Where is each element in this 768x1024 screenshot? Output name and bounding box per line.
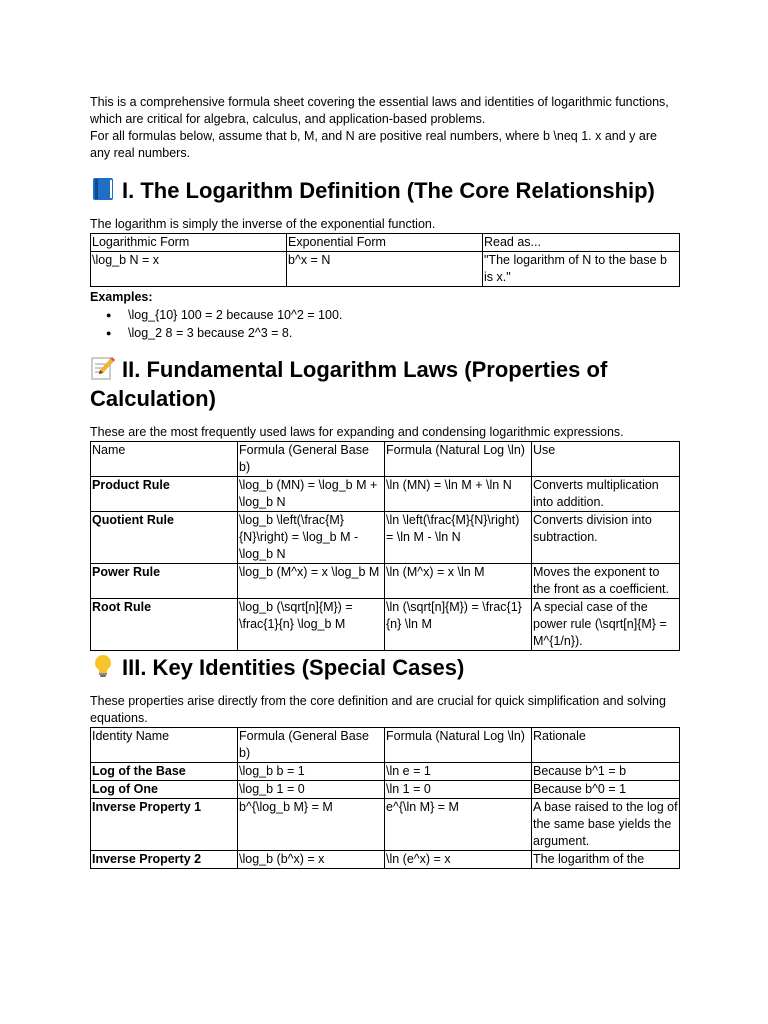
table-header-row: [91, 234, 680, 252]
section-3-title: III. Key Identities (Special Cases): [122, 655, 465, 680]
table-cell: \log_b b = 1: [238, 763, 385, 781]
header-cell: Formula (General Base b): [238, 442, 385, 477]
section-3-lead: These properties arise directly from the core definition and are crucial for quick simplification and solving equations.: [90, 694, 666, 725]
table-cell: \ln e = 1: [385, 763, 532, 781]
header-cell: Formula (General Base b): [238, 728, 385, 763]
identity-name-cell: Inverse Property 2: [91, 851, 238, 869]
table-cell: Because b^0 = 1: [532, 781, 680, 799]
table-row: [91, 564, 680, 599]
table-cell: \ln (M^x) = x \ln M: [385, 564, 532, 599]
table-row: [91, 252, 680, 287]
table-cell: e^{\ln M} = M: [385, 799, 532, 851]
table-cell: Moves the exponent to the front as a coefficient.: [532, 564, 680, 599]
table-header-row: [91, 442, 680, 477]
table-cell: \ln (\sqrt[n]{M}) = \frac{1}{n} \ln M: [385, 599, 532, 651]
memo-pencil-icon: [90, 356, 116, 380]
light-bulb-icon: [90, 654, 116, 678]
header-cell: Logarithmic Form: [91, 234, 287, 252]
identity-name-cell: Log of the Base: [91, 763, 238, 781]
laws-table: [90, 441, 680, 651]
table-cell: Because b^1 = b: [532, 763, 680, 781]
rule-name-cell: Product Rule: [91, 477, 238, 512]
list-item: ● \log_{10} 100 = 2 because 10^2 = 100.: [128, 306, 680, 324]
table-cell: Converts division into subtraction.: [532, 512, 680, 564]
table-row: [91, 477, 680, 512]
table-cell: \log_b (\sqrt[n]{M}) = \frac{1}{n} \log_b M: [238, 599, 385, 651]
table-cell: \ln (e^x) = x: [385, 851, 532, 869]
identity-name-cell: Inverse Property 1: [91, 799, 238, 851]
definition-table: [90, 233, 680, 287]
rule-name-cell: Power Rule: [91, 564, 238, 599]
table-cell: A special case of the power rule (\sqrt[n]{M} = M^{1/n}).: [532, 599, 680, 651]
header-cell: Exponential Form: [287, 234, 483, 252]
table-row: [91, 599, 680, 651]
header-cell: Rationale: [532, 728, 680, 763]
header-cell: Formula (Natural Log \ln): [385, 728, 532, 763]
table-cell: b^x = N: [287, 252, 483, 287]
intro-line-2: For all formulas below, assume that b, M, and N are positive real numbers, where b \neq 1. x and y are any real numbers.: [90, 129, 657, 160]
table-cell: \ln \left(\frac{M}{N}\right) = \ln M - \ln N: [385, 512, 532, 564]
table-cell: \log_b N = x: [91, 252, 287, 287]
blue-book-icon: [90, 177, 116, 201]
section-1-title: I. The Logarithm Definition (The Core Relationship): [122, 178, 655, 203]
header-cell: Formula (Natural Log \ln): [385, 442, 532, 477]
header-cell: Read as...: [483, 234, 680, 252]
table-cell: \log_b (b^x) = x: [238, 851, 385, 869]
table-cell: \ln (MN) = \ln M + \ln N: [385, 477, 532, 512]
rule-name-cell: Quotient Rule: [91, 512, 238, 564]
identities-table: [90, 727, 680, 869]
intro-line-1: This is a comprehensive formula sheet covering the essential laws and identities of logarithmic functions, which are critical for algebra, calculus, and application-based problems.: [90, 95, 669, 126]
table-cell: "The logarithm of N to the base b is x.": [483, 252, 680, 287]
section-1-heading: [90, 176, 680, 205]
table-row: [91, 799, 680, 851]
table-row: [91, 512, 680, 564]
document-page: [90, 94, 680, 869]
table-cell: \log_b \left(\frac{M}{N}\right) = \log_b M - \log_b N: [238, 512, 385, 564]
table-cell: b^{\log_b M} = M: [238, 799, 385, 851]
table-cell: The logarithm of the: [532, 851, 680, 869]
table-cell: \log_b (MN) = \log_b M + \log_b N: [238, 477, 385, 512]
section-1-lead: The logarithm is simply the inverse of the exponential function.: [90, 217, 436, 231]
list-item: ● \log_2 8 = 3 because 2^3 = 8.: [128, 324, 680, 342]
examples-label: Examples:: [90, 290, 153, 304]
table-row: [91, 851, 680, 869]
rule-name-cell: Root Rule: [91, 599, 238, 651]
table-header-row: [91, 728, 680, 763]
header-cell: Use: [532, 442, 680, 477]
table-cell: \ln 1 = 0: [385, 781, 532, 799]
examples-list: [90, 306, 680, 342]
table-row: [91, 763, 680, 781]
identity-name-cell: Log of One: [91, 781, 238, 799]
section-2-title: II. Fundamental Logarithm Laws (Properties of Calculation): [90, 357, 608, 411]
section-2-heading: [90, 355, 680, 413]
table-cell: Converts multiplication into addition.: [532, 477, 680, 512]
table-cell: \log_b (M^x) = x \log_b M: [238, 564, 385, 599]
intro-paragraph: [90, 94, 680, 162]
section-3-heading: [90, 653, 680, 682]
section-2-lead: These are the most frequently used laws for expanding and condensing logarithmic expressions.: [90, 425, 624, 439]
table-row: [91, 781, 680, 799]
header-cell: Name: [91, 442, 238, 477]
table-cell: \log_b 1 = 0: [238, 781, 385, 799]
header-cell: Identity Name: [91, 728, 238, 763]
table-cell: A base raised to the log of the same base yields the argument.: [532, 799, 680, 851]
